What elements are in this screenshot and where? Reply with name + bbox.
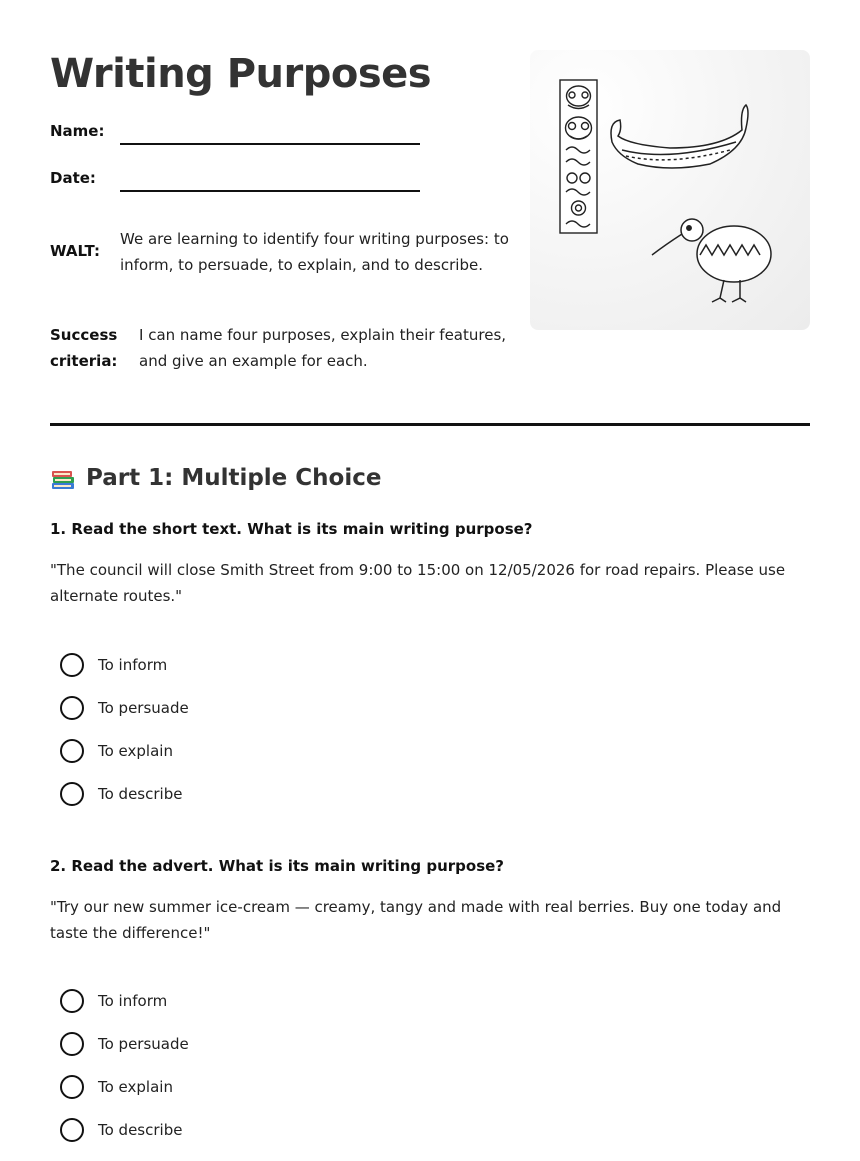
option-label: To describe [98, 1121, 183, 1139]
option-label: To persuade [98, 1035, 189, 1053]
books-icon [50, 465, 76, 491]
waka-canoe-icon [611, 105, 748, 168]
walt-text: We are learning to identify four writing purposes: to inform, to persuade, to explain, and to describe. [120, 230, 509, 274]
radio-button[interactable] [60, 653, 84, 677]
question-2-passage: "Try our new summer ice-cream — creamy, tangy and made with real berries. Buy one today and taste the difference!" [50, 898, 782, 942]
question-1-prompt: 1. Read the short text. What is its main writing purpose? [50, 520, 533, 538]
success-label-line1: Success [50, 326, 118, 344]
name-label: Name: [50, 122, 105, 140]
option-label: To explain [98, 742, 173, 760]
illustration [530, 50, 810, 330]
q1-option-explain[interactable] [60, 738, 173, 764]
option-label: To describe [98, 785, 183, 803]
pou-carving-icon [560, 80, 597, 233]
date-label: Date: [50, 169, 96, 187]
part1-heading [50, 462, 381, 494]
radio-button[interactable] [60, 1118, 84, 1142]
q2-option-explain[interactable] [60, 1074, 173, 1100]
option-label: To persuade [98, 699, 189, 717]
radio-button[interactable] [60, 696, 84, 720]
question-2-prompt: 2. Read the advert. What is its main writing purpose? [50, 857, 504, 875]
success-criteria-label [50, 322, 117, 374]
radio-button[interactable] [60, 1075, 84, 1099]
option-label: To explain [98, 1078, 173, 1096]
section-divider [50, 423, 810, 426]
q1-option-describe[interactable] [60, 781, 182, 807]
q2-option-persuade[interactable] [60, 1031, 189, 1057]
radio-button[interactable] [60, 782, 84, 806]
kiwi-bird-icon [652, 219, 771, 302]
radio-button[interactable] [60, 1032, 84, 1056]
name-field[interactable] [120, 143, 420, 145]
date-field[interactable] [120, 190, 420, 192]
q1-option-persuade[interactable] [60, 695, 189, 721]
question-1-passage: "The council will close Smith Street from 9:00 to 15:00 on 12/05/2026 for road repairs. Please use alternate routes." [50, 561, 786, 605]
part1-title: Part 1: Multiple Choice [86, 465, 382, 491]
q1-option-inform[interactable] [60, 652, 167, 678]
page-title: Writing Purposes [50, 51, 432, 97]
q2-option-describe[interactable] [60, 1117, 182, 1143]
option-label: To inform [98, 656, 168, 674]
walt-label: WALT: [50, 242, 100, 260]
illustration-panel [530, 50, 810, 330]
radio-button[interactable] [60, 989, 84, 1013]
q2-option-inform[interactable] [60, 988, 167, 1014]
success-label-line2: criteria: [50, 352, 118, 370]
success-criteria-text: I can name four purposes, explain their features, and give an example for each. [139, 326, 507, 370]
option-label: To inform [98, 992, 168, 1010]
radio-button[interactable] [60, 739, 84, 763]
